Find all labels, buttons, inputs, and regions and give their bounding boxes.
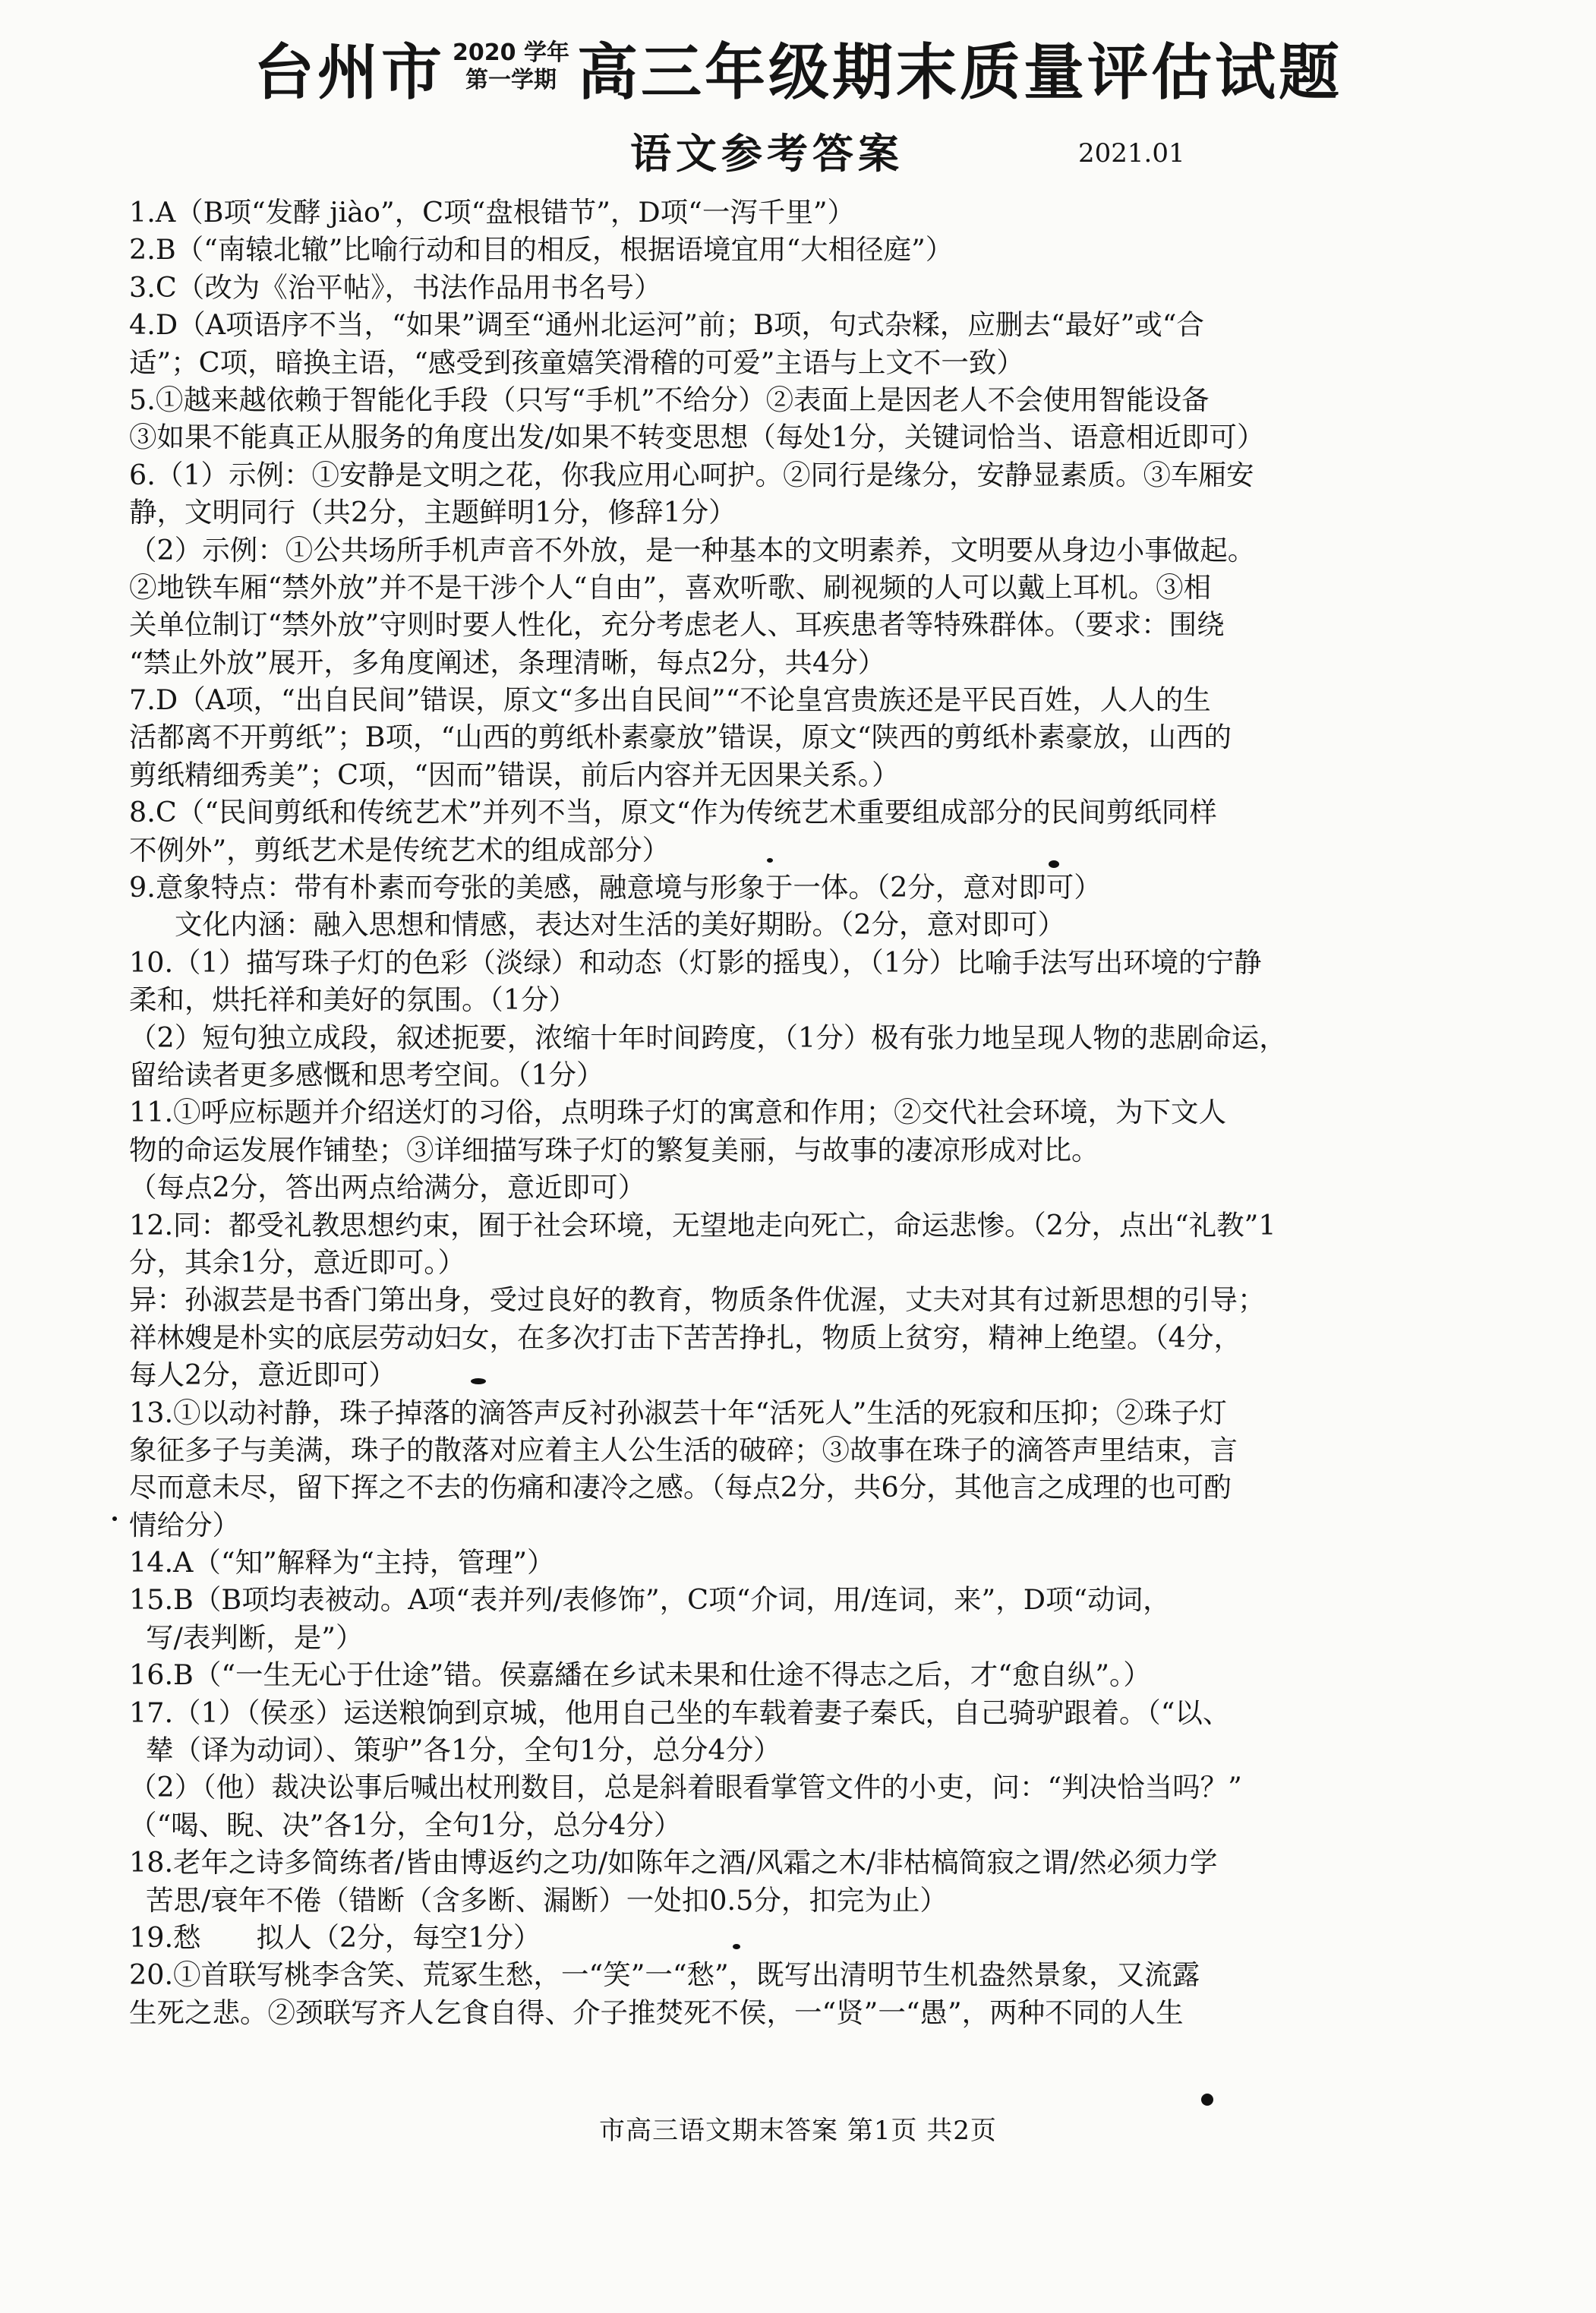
answer-line: 祥林嫂是朴实的底层劳动妇女，在多次打击下苦苦挣扎，物质上贫穷，精神上绝望。（4分， bbox=[129, 1321, 1241, 1354]
answer-line: 苦思/衰年不倦（错断（含多断、漏断）一处扣0.5分，扣完为止） bbox=[146, 1883, 948, 1917]
answer-line: 留给读者更多感慨和思考空间。（1分） bbox=[129, 1058, 604, 1091]
answer-line: 18.老年之诗多简练者/皆由博返约之功/如陈年之酒/风霜之木/非枯槁简寂之谓/然必须力学 bbox=[129, 1846, 1218, 1879]
answer-line: 14.A（“知”解释为“主持，管理”） bbox=[129, 1546, 555, 1579]
answer-line: 20.①首联写桃李含笑、荒冢生愁，一“笑”一“愁”，既写出清明节生机盎然景象，又流露 bbox=[129, 1958, 1200, 1992]
answer-line: 情给分） bbox=[129, 1508, 240, 1541]
answer-line: 12.同：都受礼教思想约束，囿于社会环境，无望地走向死亡，命运悲惨。（2分，点出“礼教”1 bbox=[129, 1208, 1276, 1242]
answer-line: “禁止外放”展开，多角度阐述，条理清晰，每点2分，共4分） bbox=[129, 645, 886, 679]
school-year: 2020 学年 bbox=[453, 39, 569, 66]
answer-line: 10.（1）描写珠子灯的色彩（淡绿）和动态（灯影的摇曳），（1分）比喻手法写出环境的宁静 bbox=[129, 945, 1262, 979]
city-name: 台州市 bbox=[254, 36, 446, 108]
answer-line: 2.B（“南辕北辙”比喻行动和目的相反，根据语境宜用“大相径庭”） bbox=[129, 233, 954, 267]
answer-line: 辇（译为动词）、策驴”各1分，全句1分，总分4分） bbox=[146, 1734, 781, 1767]
answer-line: 写/表判断，是”） bbox=[146, 1620, 364, 1654]
answer-line: 16.B（“一生无心于仕途”错。侯嘉繙在乡试未果和仕途不得志之后，才“愈自纵”。） bbox=[129, 1658, 1151, 1692]
scan-speck bbox=[1201, 2094, 1213, 2106]
answer-line: 象征多子与美满，珠子的散落对应着主人公生活的破碎；③故事在珠子的滴答声里结束，言 bbox=[129, 1433, 1238, 1466]
scan-speck bbox=[1049, 860, 1059, 868]
answer-line: 柔和，烘托祥和美好的氛围。（1分） bbox=[129, 983, 576, 1017]
subtitle-row bbox=[0, 121, 1596, 182]
page-footer: 市高三语文期末答案 第1页 共2页 bbox=[599, 2116, 997, 2146]
answer-line: ②地铁车厢“禁外放”并不是干涉个人“自由”，喜欢听歌、刷视频的人可以戴上耳机。③相 bbox=[129, 570, 1212, 604]
answer-line: 异：孙淑芸是书香门第出身，受过良好的教育，物质条件优渥，丈夫对其有过新思想的引导； bbox=[129, 1283, 1266, 1317]
answer-line: 1.A（B项“发酵 jiào”，C项“盘根错节”，D项“一泻千里”） bbox=[129, 196, 855, 229]
exam-date: 2021.01 bbox=[1078, 138, 1185, 169]
scan-speck bbox=[112, 1516, 117, 1521]
answer-line: 文化内涵：融入思想和情感，表达对生活的美好期盼。（2分，意对即可） bbox=[175, 908, 1065, 942]
scan-speck bbox=[471, 1378, 486, 1384]
answer-line: 剪纸精细秀美”；C项，“因而”错误，前后内容并无因果关系。） bbox=[129, 758, 900, 791]
answer-line: 8.C（“民间剪纸和传统艺术”并列不当，原文“作为传统艺术重要组成部分的民间剪纸同样 bbox=[129, 796, 1217, 829]
answer-line: 5.①越来越依赖于智能化手段（只写“手机”不给分）②表面上是因老人不会使用智能设备 bbox=[129, 383, 1210, 416]
answer-line: 尽而意未尽，留下挥之不去的伤痛和凄冷之感。（每点2分，共6分，其他言之成理的也可酌 bbox=[129, 1471, 1232, 1504]
exam-title: 高三年级期末质量评估试题 bbox=[576, 36, 1342, 108]
answer-line: 适”；C项，暗换主语，“感受到孩童嬉笑滑稽的可爱”主语与上文不一致） bbox=[129, 346, 1024, 379]
answer-list bbox=[129, 194, 1481, 2031]
answer-line: 不例外”，剪纸艺术是传统艺术的组成部分） bbox=[129, 833, 670, 866]
answer-line: （每点2分，答出两点给满分，意近即可） bbox=[129, 1171, 646, 1204]
answer-line: 生死之悲。②颈联写齐人乞食自得、介子推焚死不侯，一“贤”一“愚”，两种不同的人生 bbox=[129, 1996, 1184, 2029]
answer-line: 9.意象特点：带有朴素而夸张的美感，融意境与形象于一体。（2分，意对即可） bbox=[129, 871, 1102, 904]
document-subtitle: 语文参考答案 bbox=[630, 130, 904, 178]
answer-line: 每人2分，意近即可） bbox=[129, 1358, 396, 1392]
title-row bbox=[0, 21, 1596, 112]
answer-line: 15.B（B项均表被动。A项“表并列/表修饰”，C项“介词，用/连词，来”，D项“动词， bbox=[129, 1583, 1171, 1617]
semester: 第一学期 bbox=[465, 67, 557, 93]
scan-speck bbox=[733, 1944, 740, 1949]
answer-line: 17.（1）（侯丞）运送粮饷到京城，他用自己坐的车载着妻子秦氏，自己骑驴跟着。（“以、 bbox=[129, 1696, 1231, 1729]
answer-line: 13.①以动衬静，珠子掉落的滴答声反衬孙淑芸十年“活死人”生活的死寂和压抑；②珠子灯 bbox=[129, 1396, 1227, 1429]
term-stack bbox=[453, 39, 569, 94]
answer-line: 静，文明同行（共2分，主题鲜明1分，修辞1分） bbox=[129, 496, 736, 529]
answer-line: 4.D（A项语序不当，“如果”调至“通州北运河”前；B项，句式杂糅，应删去“最好”或“合 bbox=[129, 308, 1204, 342]
answer-line: （2）短句独立成段，叙述扼要，浓缩十年时间跨度，（1分）极有张力地呈现人物的悲剧命运， bbox=[129, 1021, 1287, 1054]
answer-line: 物的命运发展作铺垫；③详细描写珠子灯的繁复美丽，与故事的凄凉形成对比。 bbox=[129, 1133, 1099, 1166]
answer-line: 关单位制订“禁外放”守则时要人性化，充分考虑老人、耳疾患者等特殊群体。（要求：围绕 bbox=[129, 608, 1225, 642]
answer-line: 活都离不开剪纸”；B项，“山西的剪纸朴素豪放”错误，原文“陕西的剪纸朴素豪放，山西的 bbox=[129, 721, 1232, 754]
answer-line: 3.C（改为《治平帖》，书法作品用书名号） bbox=[129, 270, 662, 304]
answer-line: （“喝、睨、决”各1分，全句1分，总分4分） bbox=[129, 1808, 682, 1841]
answer-line: （2）（他）裁决讼事后喊出杖刑数目，总是斜着眼看掌管文件的小吏，问：“判决恰当吗？” bbox=[129, 1771, 1242, 1804]
answer-line: 7.D（A项，“出自民间”错误，原文“多出自民间”“不论皇宫贵族还是平民百姓，人人的生 bbox=[129, 683, 1211, 717]
answer-line: 11.①呼应标题并介绍送灯的习俗，点明珠子灯的寓意和作用；②交代社会环境，为下文人 bbox=[129, 1096, 1227, 1129]
answer-line: ③如果不能真正从服务的角度出发/如果不转变思想（每处1分，关键词恰当、语意相近即可） bbox=[129, 421, 1265, 454]
answer-line: 19.愁 拟人（2分，每空1分） bbox=[129, 1920, 541, 1954]
answer-line: （2）示例：①公共场所手机声音不外放，是一种基本的文明素养，文明要从身边小事做起。 bbox=[129, 533, 1256, 566]
scan-speck bbox=[767, 858, 773, 863]
answer-line: 6.（1）示例：①安静是文明之花，你我应用心呵护。②同行是缘分，安静显素质。③车厢安 bbox=[129, 458, 1254, 491]
answer-line: 分，其余1分，意近即可。） bbox=[129, 1245, 465, 1279]
